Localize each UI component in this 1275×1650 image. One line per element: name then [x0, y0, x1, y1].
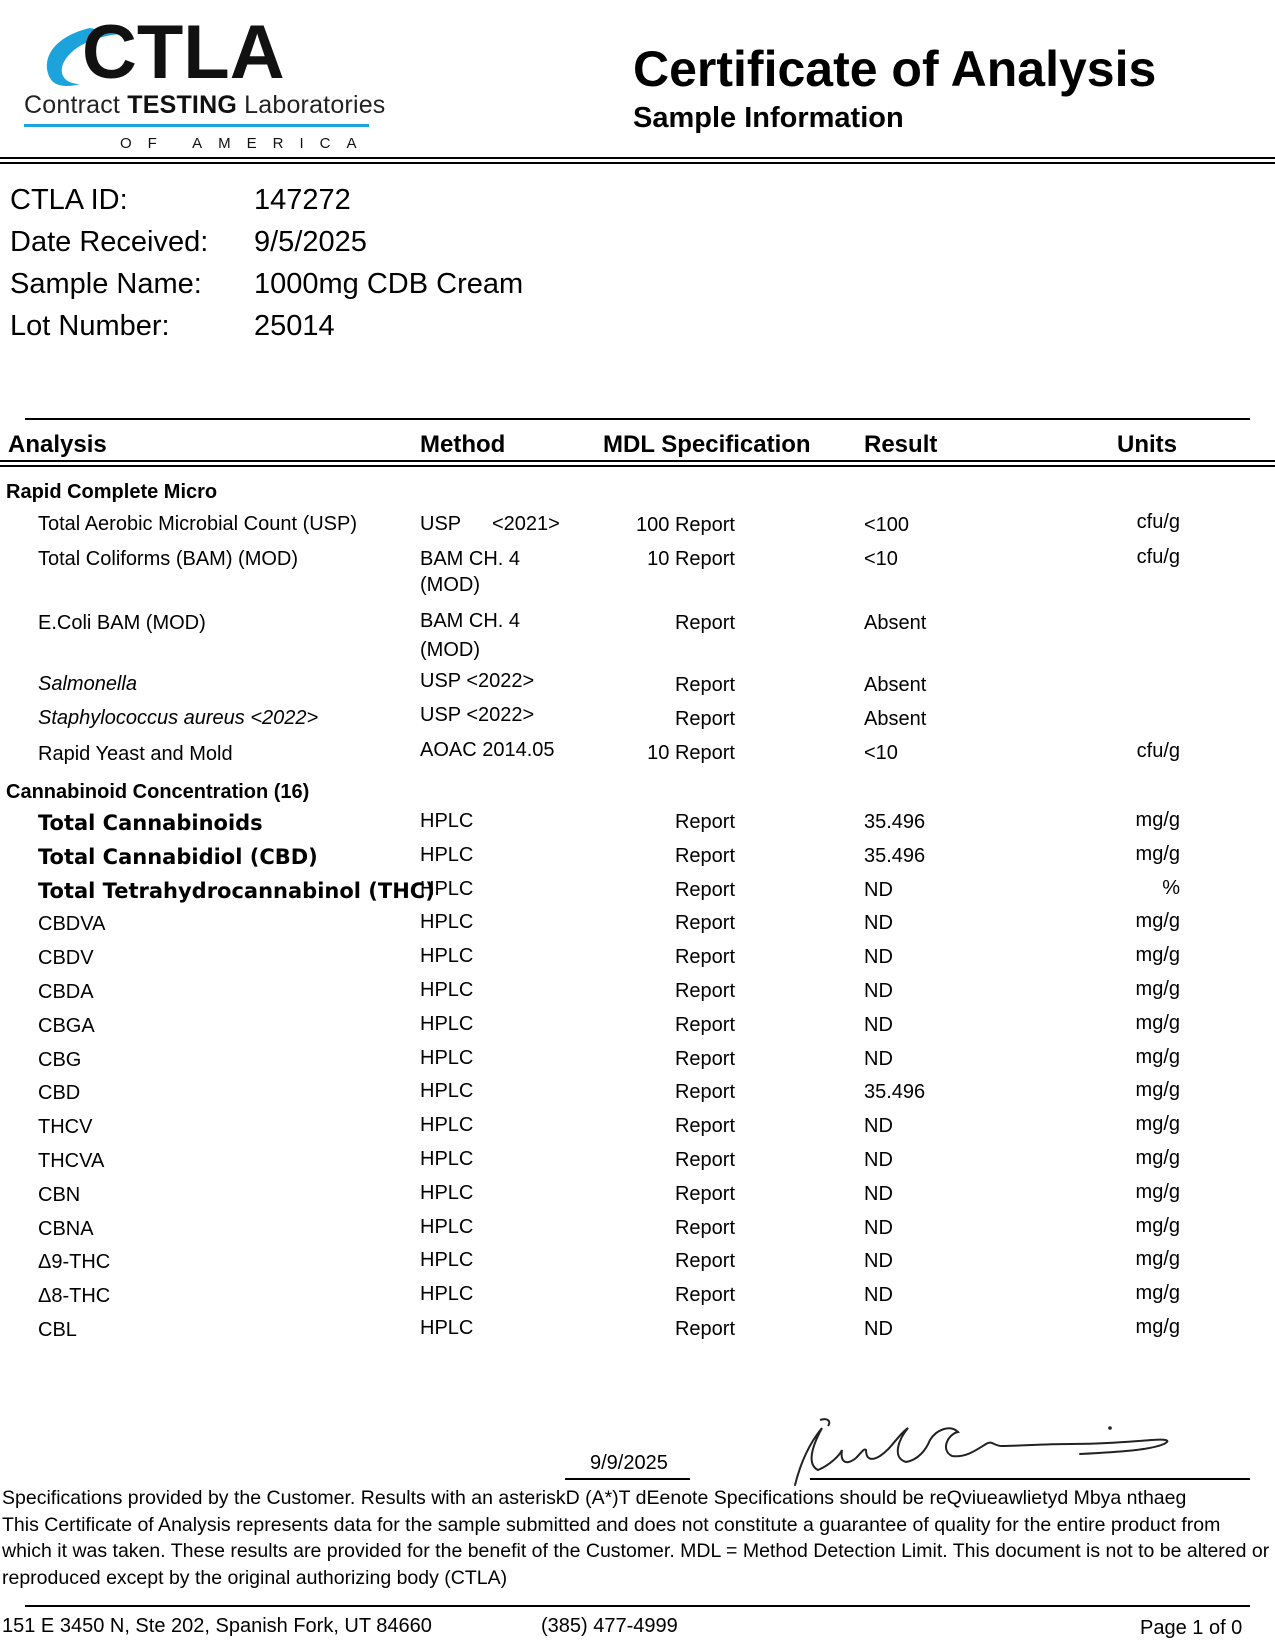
result: <10 — [864, 742, 898, 764]
mdl-spec: Report — [674, 1149, 735, 1171]
mdl-spec: Report — [674, 811, 735, 833]
mdl-spec: Report — [674, 612, 735, 634]
footer-address: 151 E 3450 N, Ste 202, Spanish Fork, UT 84660 — [2, 1615, 432, 1637]
mdl-spec: Report — [674, 946, 735, 968]
ctla-id-value: 147272 — [254, 184, 351, 216]
analysis-name: Total Cannabidiol (CBD) — [38, 845, 318, 869]
result: ND — [864, 879, 893, 901]
document-title: Certificate of Analysis — [633, 41, 1157, 97]
method: HPLC — [420, 878, 474, 900]
mdl-spec: Report — [674, 1318, 735, 1340]
units: mg/g — [1135, 809, 1180, 831]
result: 35.496 — [864, 1081, 926, 1103]
date-line — [565, 1478, 690, 1480]
footer-rule — [25, 1605, 1250, 1607]
analysis-name: CBL — [38, 1319, 77, 1341]
handwritten-signature — [780, 1410, 1210, 1490]
logo-company-name: Contract TESTING Laboratories — [24, 91, 386, 119]
method: HPLC — [420, 1283, 474, 1305]
method: HPLC — [420, 1182, 474, 1204]
mdl-spec: 10 Report — [647, 548, 735, 570]
sample-name-label: Sample Name: — [10, 268, 202, 300]
units: mg/g — [1135, 910, 1180, 932]
method: AOAC 2014.05 — [420, 739, 555, 761]
method: HPLC — [420, 1216, 474, 1238]
sample-name-value: 1000mg CDB Cream — [254, 268, 524, 300]
mdl-spec: Report — [674, 1048, 735, 1070]
analysis-name: Rapid Yeast and Mold — [38, 743, 233, 765]
logo-wordmark: CTLA — [82, 10, 285, 95]
analysis-name: CBDA — [38, 981, 94, 1003]
method-line2: (MOD) — [420, 639, 480, 661]
disclaimer-line1: Specifications provided by the Customer. Results with an asteriskD (A*)T dEenote Specifications should be reQviueawlietyd Mbya nthaeg — [2, 1487, 1187, 1509]
ctla-logo — [20, 8, 400, 158]
header-units: Units — [1117, 431, 1177, 458]
analysis-name: THCV — [38, 1116, 93, 1138]
analysis-name: Staphylococcus aureus <2022> — [38, 707, 319, 729]
result: ND — [864, 912, 893, 934]
mdl-spec: Report — [674, 708, 735, 730]
result: 35.496 — [864, 811, 926, 833]
signature-date: 9/9/2025 — [590, 1452, 668, 1474]
result: ND — [864, 1183, 893, 1205]
result: ND — [864, 946, 893, 968]
analysis-name: Salmonella — [38, 673, 137, 695]
units: mg/g — [1135, 1248, 1180, 1270]
mdl-spec: Report — [674, 1284, 735, 1306]
date-received-label: Date Received: — [10, 226, 209, 258]
method: HPLC — [420, 911, 474, 933]
date-received-value: 9/5/2025 — [254, 226, 367, 258]
result: Absent — [864, 674, 927, 696]
units: cfu/g — [1136, 511, 1180, 533]
analysis-name: CBN — [38, 1184, 81, 1206]
method: USP — [420, 513, 462, 535]
mdl-spec: Report — [674, 1217, 735, 1239]
method: HPLC — [420, 1317, 474, 1339]
units: cfu/g — [1136, 546, 1180, 568]
method: HPLC — [420, 1013, 474, 1035]
section-title: Cannabinoid Concentration (16) — [6, 781, 310, 803]
units: mg/g — [1135, 1147, 1180, 1169]
result: ND — [864, 1149, 893, 1171]
method: USP <2022> — [420, 704, 535, 726]
table-top-rule — [25, 418, 1250, 420]
units: mg/g — [1135, 978, 1180, 1000]
analysis-name: Total Coliforms (BAM) (MOD) — [38, 548, 299, 570]
lot-number-label: Lot Number: — [10, 310, 170, 342]
units: mg/g — [1135, 1012, 1180, 1034]
result: <100 — [864, 514, 910, 536]
analysis-name: CBDVA — [38, 913, 106, 935]
analysis-name: CBNA — [38, 1218, 94, 1240]
mdl-spec: Report — [674, 1250, 735, 1272]
result: ND — [864, 1217, 893, 1239]
units: mg/g — [1135, 1113, 1180, 1135]
mdl-spec: Report — [674, 980, 735, 1002]
mdl-spec: 100 Report — [636, 514, 735, 536]
analysis-name: CBDV — [38, 947, 94, 969]
footer-page-number: Page 1 of 0 — [1140, 1617, 1243, 1639]
method-line2: (MOD) — [420, 574, 480, 596]
mdl-spec: Report — [674, 845, 735, 867]
units: mg/g — [1135, 1079, 1180, 1101]
mdl-spec: Report — [674, 1183, 735, 1205]
units: mg/g — [1135, 944, 1180, 966]
method: HPLC — [420, 979, 474, 1001]
method-extra: <2021> — [492, 513, 560, 535]
result: ND — [864, 1048, 893, 1070]
mdl-spec: Report — [674, 912, 735, 934]
result: 35.496 — [864, 845, 926, 867]
units: mg/g — [1135, 1181, 1180, 1203]
result: ND — [864, 980, 893, 1002]
analysis-name: CBD — [38, 1082, 81, 1104]
method: HPLC — [420, 945, 474, 967]
result: <10 — [864, 548, 898, 570]
result: Absent — [864, 708, 927, 730]
section-title: Rapid Complete Micro — [6, 481, 218, 503]
analysis-name: THCVA — [38, 1150, 105, 1172]
analysis-name: Total Cannabinoids — [38, 811, 263, 835]
header-mdl: MDL Specification — [603, 431, 811, 458]
analysis-name: CBGA — [38, 1015, 95, 1037]
analysis-name: CBG — [38, 1049, 82, 1071]
units: mg/g — [1135, 1215, 1180, 1237]
result: ND — [864, 1318, 893, 1340]
mdl-spec: Report — [674, 1081, 735, 1103]
method: HPLC — [420, 1080, 474, 1102]
logo-tagline: OF AMERICA — [120, 135, 373, 152]
units: mg/g — [1135, 1046, 1180, 1068]
method: BAM CH. 4 — [420, 610, 521, 632]
ctla-id-label: CTLA ID: — [10, 184, 128, 216]
method: HPLC — [420, 844, 474, 866]
mdl-spec: Report — [674, 879, 735, 901]
disclaimer — [2, 1485, 1274, 1591]
result: Absent — [864, 612, 927, 634]
units: cfu/g — [1136, 740, 1180, 762]
footer-phone: (385) 477-4999 — [541, 1615, 678, 1637]
result: ND — [864, 1284, 893, 1306]
analysis-name: E.Coli BAM (MOD) — [38, 612, 206, 634]
header-analysis: Analysis — [8, 431, 107, 458]
method: HPLC — [420, 810, 474, 832]
analysis-name: Total Aerobic Microbial Count (USP) — [38, 513, 358, 535]
analysis-name: Total Tetrahydrocannabinol (THC) — [38, 879, 435, 903]
mdl-spec: Report — [674, 1115, 735, 1137]
document-subtitle: Sample Information — [633, 102, 904, 134]
method: HPLC — [420, 1047, 474, 1069]
disclaimer-body: This Certificate of Analysis represents data for the sample submitted and does not constitute a guarantee of quality for the entire product from which it was taken. These results are provided for the benefit of the Customer. MDL = Method Detection Limit. This document is not to be altered or reproduced except by the original authorizing body (CTLA) — [2, 1513, 1270, 1589]
analysis-name: Δ8-THC — [38, 1285, 111, 1307]
units: mg/g — [1135, 1282, 1180, 1304]
table-header-rule — [0, 460, 1275, 467]
result: ND — [864, 1014, 893, 1036]
mdl-spec: Report — [674, 674, 735, 696]
mdl-spec: 10 Report — [647, 742, 735, 764]
units: % — [1162, 877, 1180, 899]
header-result: Result — [864, 431, 938, 458]
method: USP <2022> — [420, 670, 535, 692]
result: ND — [864, 1250, 893, 1272]
method: HPLC — [420, 1148, 474, 1170]
method: HPLC — [420, 1249, 474, 1271]
header-method: Method — [420, 431, 506, 458]
lot-number-value: 25014 — [254, 310, 335, 342]
units: mg/g — [1135, 843, 1180, 865]
units: mg/g — [1135, 1316, 1180, 1338]
result: ND — [864, 1115, 893, 1137]
analysis-name: Δ9-THC — [38, 1251, 111, 1273]
method: BAM CH. 4 — [420, 548, 521, 570]
header-divider — [0, 157, 1275, 164]
method: HPLC — [420, 1114, 474, 1136]
mdl-spec: Report — [674, 1014, 735, 1036]
